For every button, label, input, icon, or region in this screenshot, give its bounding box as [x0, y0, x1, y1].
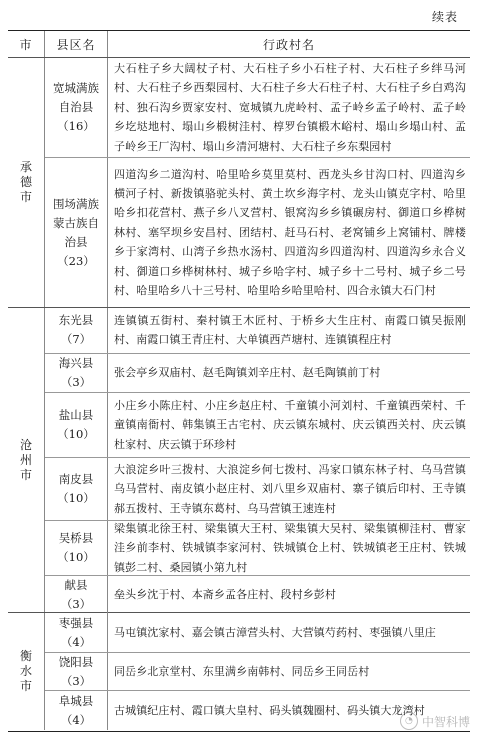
county-cell: [45, 458, 108, 520]
county-count: （23）: [57, 253, 95, 268]
county-cell: [45, 58, 108, 157]
villages-cell: 同岳乡北京堂村、东里满乡南韩村、同岳乡王同岳村: [114, 664, 370, 678]
villages-cell: 梁集镇北徐王村、梁集镇大王村、梁集镇大吴村、梁集镇柳洼村、曹家洼乡前李村、铁城镇李家河村、铁城镇仓上村、铁城镇老王庄村、铁城镇彭二村、桑园镇小第九村: [114, 521, 466, 574]
villages-cell: 张会亭乡双庙村、赵毛陶镇刘辛庄村、赵毛陶镇前丁村: [114, 366, 381, 380]
city-group-chengde: [8, 58, 470, 308]
city-cell: 沧州市: [8, 308, 45, 612]
county-cell: [45, 576, 108, 614]
county-count: （4）: [60, 634, 92, 649]
table-row: [45, 158, 470, 307]
county-count: （10）: [57, 549, 95, 564]
county-count: （3）: [60, 673, 92, 688]
county-name: 东光县: [58, 313, 94, 328]
county-cell: [45, 613, 108, 652]
header-city: 市: [8, 31, 45, 57]
villages-cell: 大石柱子乡大阔杖子村、大石柱子乡小石柱子村、大石柱子乡绊马河村、大石柱子乡西梨园村、大石柱子乡大石柱子村、大石柱子乡白鸡沟村、独石沟乡贾家安村、宽城镇九虎岭村、孟子岭乡孟子岭村、孟子岭乡圪垯地村、塌山乡椴树洼村、椁罗台镇椴木峪村、塌山乡塌山村、孟子岭乡王厂沟村、塌山乡清河塘村、大石柱子乡东梨园村: [114, 61, 466, 153]
villages-cell: 小庄乡小陈庄村、小庄乡赵庄村、千童镇小河刘村、千童镇西荣村、千童镇南衙村、韩集镇王古宅村、庆云镇东城村、庆云镇西关村、庆云镇杜家村、庆云镇于环珍村: [114, 398, 466, 451]
county-count: （16）: [57, 119, 95, 133]
village-table: [8, 30, 470, 732]
villages-cell: 垒头乡沈于村、本斋乡孟各庄村、段村乡彭村: [114, 588, 336, 602]
county-name: 阜城县: [58, 693, 94, 708]
county-name: 宽城满族自治县: [53, 81, 99, 114]
wechat-icon: ◔: [400, 712, 418, 730]
city-group-cangzhou: [8, 308, 470, 613]
county-count: （4）: [60, 712, 92, 727]
county-name: 南皮县: [58, 471, 94, 486]
county-count: （3）: [60, 596, 92, 611]
villages-cell: 马屯镇沈家村、嘉会镇古漳营头村、大营镇芍药村、枣强镇八里庄: [114, 625, 436, 639]
county-cell: [45, 653, 108, 690]
villages-cell: 古城镇纪庄村、霞口镇大皇村、码头镇魏圈村、码头镇大龙湾村: [114, 703, 425, 717]
county-name: 吴桥县: [58, 530, 94, 545]
city-cell: 承德市: [8, 58, 45, 307]
table-row: [45, 58, 470, 158]
county-count: （10）: [57, 426, 95, 441]
county-cell: [45, 308, 108, 353]
watermark: [400, 712, 470, 730]
city-cell: 衡水市: [8, 613, 45, 730]
villages-cell: 四道沟乡二道沟村、哈里哈乡莫里莫村、西龙头乡甘沟口村、四道沟乡横河子村、新拨镇骆驼头村、黄土坎乡海字村、龙头山镇克字村、哈里哈乡扣花营村、燕子乡八叉营村、银窝沟乡乡镇碾房村、御道口乡桦树林村、塞罕坝乡安昌村、团结村、赶马石村、老窝铺乡上窝铺村、牌楼乡于家湾村、山湾子乡热水汤村、四道沟乡四道沟村、四道沟乡永合义村、御道口乡桦树林村、城子乡哈字村、城子乡十二号村、城子乡二号村、哈里哈乡八十三号村、哈里哈乡哈里哈村、四合永镇大石门村: [114, 167, 466, 298]
table-row: [45, 458, 470, 521]
county-cell: [45, 691, 108, 730]
table-row: [45, 576, 470, 614]
table-row: [45, 521, 470, 576]
header-county: 县区名: [45, 31, 108, 57]
county-name: 海兴县: [58, 355, 94, 370]
continued-label: 续表: [431, 10, 458, 24]
table-row: [45, 653, 470, 691]
villages-cell: 大浪淀乡叶三拨村、大浪淀乡何七拨村、冯家口镇东林子村、乌马营镇乌马营村、南皮镇小赵庄村、刘八里乡双庙村、寨子镇后印村、王寺镇郝五拨村、王寺镇东葛村、乌马营镇王速连村: [114, 462, 466, 515]
watermark-text: 中智科博: [421, 714, 470, 729]
county-name: 枣强县: [58, 615, 94, 630]
table-row: [45, 393, 470, 458]
header-villages: 行政村名: [262, 37, 315, 52]
county-cell: [45, 393, 108, 457]
county-cell: [45, 158, 108, 307]
table-header: [8, 31, 470, 58]
villages-cell: 连镇镇五街村、秦村镇王木匠村、于桥乡大生庄村、南霞口镇吴振刚村、南霞口镇王青庄村、大单镇西芦塘村、连镇镇程庄村: [114, 314, 466, 347]
table-row: [45, 354, 470, 393]
county-name: 围场满族蒙古族自治县: [53, 196, 99, 249]
county-cell: [45, 354, 108, 392]
county-name: 盐山县: [58, 407, 94, 422]
county-count: （10）: [57, 490, 95, 505]
county-name: 饶阳县: [58, 654, 94, 669]
table-row: [45, 308, 470, 354]
county-count: （7）: [60, 332, 92, 347]
county-count: （3）: [60, 374, 92, 389]
county-name: 献县: [64, 577, 88, 592]
county-cell: [45, 521, 108, 575]
table-row: [45, 613, 470, 653]
